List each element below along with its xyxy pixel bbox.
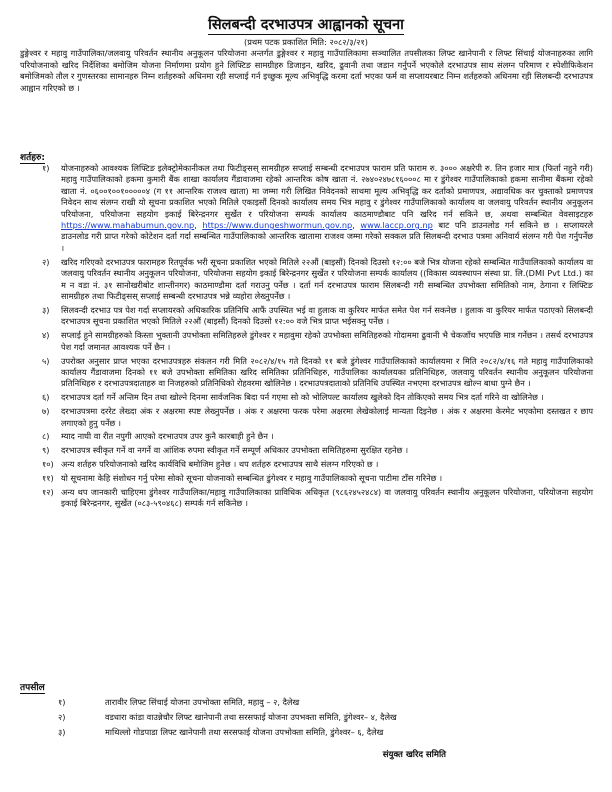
link-laccp[interactable]: www.laccp.org.np [360,220,433,231]
annex-item: २) वडधारा कांडा वाउन्नेचौर लिफ्ट खानेपानी तथा सरसफाई योजना उपभक्ता समिति, डुंगेश्वर– ४, दैलेख [58,712,397,722]
notice-title: सिलबन्दी दरभाउपत्र आह्वानको सूचना [208,17,404,33]
condition-item: १०) अन्य शर्तहरु परियोजनाको खरिद कार्यविधि बमोजिम हुनेछ । थप शर्तहरु दरभाउपत्र साथै संलग्न गरिएको छ । [42,459,379,470]
link-dungeshwor[interactable]: https://www.dungeshwormun.gov.np [202,220,353,231]
annex-item: १) तारावीर लिफ्ट सिंचाई योजना उपभोक्ता समिति, महावु – २, दैलेख [58,697,300,707]
condition-item: ११) यो सूचनामा केहि संशोधन गर्नु परेमा सोको सूचना योजनाको सम्बन्धित डुंगेश्वर र महावु गाउँपालिकाको सूचना पाटीमा टाँस गरिनेछ । [42,473,443,484]
condition-item: ७) दरभाउपत्रमा दररेट लेख्दा अंक र अक्षरमा स्पष्ट लेख्नुपर्नेछ । अंक र अक्षरमा फरक परेमा अक्षरमा लेखेकोलाई मान्यता दिइनेछ । अंक र अक्षरमा केरमेट भएकोमा दस्तखत र छाप लगाएको हुनु पर्नेछ । [42,406,593,428]
publication-date: (प्रथम पटक प्रकाशित मिति: २०८२/३/२१) [244,37,368,47]
link-mahabu[interactable]: https://www.mahabumun.gov.np [61,220,195,231]
condition-item: ९) दरभाउपत्र स्वीकृत गर्ने वा नगर्ने वा आंशिक रुपमा स्वीकृत गर्ने सम्पूर्ण अधिकार उपभोक्ता समितिहरुमा सुरक्षित रहनेछ । [42,445,409,456]
condition-item: ३) सिलवन्दी दरभाउ पत्र पेश गर्दा सप्लायरको अधिकारिक प्रतिनिधि आफैं उपस्थित भई वा हुलाक वा कुरियर मार्फत समेत पेश गर्न सकनेछ । हुलाक वा कुरियर मार्फत पठाएको सिलबन्दी दरभाउपत्र सूचना प्रकाशित भएको मितिले २२औं (बाइसौं) दिनको दिउसो १२:०० वजे भित्र प्राप्त भईसक्नु पर्नेछ । [42,304,593,327]
condition-item: ६) दरभाउपत्र दर्ता गर्ने अन्तिम दिन तथा खोल्ने दिनमा सार्वजनिक बिदा पर्न गएमा सो को भोलिपल्ट कार्यालय खुलेको दिन तोकिएको समय भित्र दर्ता गरिने वा खोलिनेछ । [42,392,544,403]
conditions-heading: शर्तहरु: [20,153,46,163]
condition-item: १२) अन्य थप जानकारी चाहिएमा डुंगेश्वर गाउँपालिका/महावु गाउँपालिकाका प्राविधिक अधिकृत (९८६२४५२४८४) वा जलवायु परिवर्तन स्थानीय अनुकूलन परियोजना, परियोजना सहयोग इकाई बिरेन्द्रनगर, सुर्खेत (०८३-५९०४६८) सम्पर्क गर्न सकिनेछ । [42,487,593,509]
intro-paragraph: डुङ्गेश्वर र महावु गाउँपालिका/जलवायु परिवर्तन स्थानीय अनुकूलन परियोजना अन्तर्गत डुङ्गेश्वर र महावु गाउँपालिकामा सञ्चालित तपसीलका लिफ्ट खानेपानी र लिफ्ट सिंचाई योजनाहरुका लागि परियोजनाको खरिद निर्देशिका बमोजिम योजना निर्माणमा प्रयोग हुने लिफ्टिङ सामग्रीहरु डिजाइन, खरिद, ढुवानी तथा जडान गर्नुपर्ने भएकोले दरभाउपत्र साथ संलग्न परिमाण र स्पेशीफिकेशन बमोजिमको तौल र गुणस्तरका सामानहरु निम्न शर्तहरुको अधिनमा रही सप्लाई गर्न इच्छुक मूल्य अभिवृद्धि करमा दर्ता भएका फर्म वा सप्लायरबाट निम्न शर्तहरुको अधिनमा रही सिलबन्दी दरभाउपत्र आह्वान गरिएको छ । [20,48,593,93]
condition-item: ८) म्याद नाघी वा रीत नपुगी आएको दरभाउपत्र उपर कुनै कारबाही हुने छैन । [42,431,274,442]
annex-list [20,695,593,740]
annex-item: ३) माथिल्लो गोडपाडा लिफ्ट खानेपानी तथा सरसफाई योजना उपभोक्ता समिति, डुंगेश्वर– ६, दैलेख [58,727,384,737]
condition-item: ५) उपरोक्त अनुसार प्राप्त भएका दरभाउपत्रहरु संकलन गरी मिति २०८२/४/१५ गते दिनको ११ बजे डुंगेश्वर गाउँपालिकाको कार्यालयमा र मिति २०८२/४/१६ गते महावु गाउँपालिकाको कार्यालय गैंडावाजमा दिनको ११ बजे उपभोक्ता समितिका खरिद समितिका प्रतिनिधिहरु, गाउँपालिका कार्यालयका प्रतिनिधिहरु, जलवायु परिवर्तन स्थानीय अनुकूलन परियोजना प्रतिनिधिहरु र दरभाउपत्रदाताहरु वा निजहरुको प्रतिनिधिको रोहवरमा खोलिनेछ । दरभाउपत्रदाताको प्रतिनिधि उपस्थित नभएमा दरभाउपत्र खोल्न बाधा पुग्ने छैन । [42,355,593,389]
condition-item: ४) सप्लाई हुने सामग्रीहरुको किस्ता भुक्तानी उपभोक्ता समितिहरुले डुंगेश्वर र महावुमा रहेको उपभोक्ता समितिहरुको गोदाममा ढुवानी भै चेकजाँच भएपछि मात्र गर्नेछन । तसर्थ दरभाउपत्र पेश गर्दा जमानत आवश्यक पर्ने छैन । [42,330,593,352]
signature-committee: संयुक्त खरिद समिति [382,750,446,760]
condition-item: १) योजनाहरुको आवश्यक लिफ्टिङ इलेक्ट्रोमेकानीकल तथा फिटीङ्सस् सामग्रीहरु सप्लाई सम्बन्धी दरभाउपत्र फाराम प्रति फाराम रु. ३००० अक्षरेपी रु. तिन हजार मात्र (फिर्ता नहुने गरी) महावु गाउँपालिकाको हकमा कुमारी बैंक शाखा कार्यालय गैंडावाजमा रहेको आन्तरिक कोष खाता नं. २७४०२४७८१६०००८ मा र डुंगेश्वर गाउँपालिकाको हकमा सानीमा बैंकमा रहेको खाता नं. ०६००१००१०००००४ (ग ११ आन्तरिक राजश्व खाता) मा जम्मा गरी लिखित निवेदनको साथमा मूल्य अभिवृद्धि कर दर्ताको प्रमाणपत्र, अद्यावधिक कर चुक्ताको प्रमाणपत्र निवेदन साथ संलग्न राखी यो सूचना प्रकाशित भएको मितिले एकाइसौं दिनको कार्यालय समय भित्र महावु र डुंगेश्वर गाउँपालिकाको कार्यालय वा जलवायु परिवर्तन स्थानीय अनुकूलन परियोजना, परियोजना सहयोग इकाई बिरेन्द्रनगर सुर्खेत र परियोजना सम्पर्क कार्यालय काठमाण्डौबाट पनि खरिद गर्न सकिने छ, अथवा सम्बन्धित वेवसाइटहरु https://www.mahabumun.gov.np, https://www.dungeshwormun.gov.np, www.laccp.org.np बाट पनि डाउनलोड गर्न सकिने छ । सप्लायरले डाउनलोड गरी प्राप्त गरेको कोटेशन दर्ता गर्दा सम्बन्धित गाउँपालिकाको आन्तरिक खातामा राजश्व जम्मा गरेको सक्कल प्रति सिलबन्दी दरभाउ पत्रमा अनिवार्य संलग्न गरी पेश गर्नुपर्नेछ । [42,163,593,253]
conditions-list [20,163,593,512]
condition-item: २) खरिद गरिएको दरभाउपत्र फारामहरु रितपूर्वक भरी सूचना प्रकाशित भएको मितिले २२औं (बाइसौं) दिनको दिउसो १२:०० बजे भित्र योजना रहेको सम्बन्धित गाउँपालिकाको कार्यालय वा जलवायु परिवर्तन स्थानीय अनुकूलन परियोजना, परियोजना सहयोग इकाई बिरेन्द्रनगर सुर्खेत र परियोजना सम्पर्क कार्यालय ((विकास व्यवस्थापन संस्था प्रा. लि.(DMI Pvt Ltd.) का म न वडा नं. ३१ सानोखरीबोट शान्तीनगर) काठमाण्डौमा दर्ता गराउनु पर्नेछ । दर्ता गर्न दरभाउपत्र फाराम सिलबन्दी गरी सम्बन्धित उपभोक्ता समितिको नाम, ठेगाना र लिफ्टिङ सामग्रीहरु तथा फिटीङ्सस् सप्लाई सम्बन्धी दरभाउपत्र भन्ने व्यहोरा लेख्नुपर्नेछ । [42,256,593,301]
annex-heading: तपसील [20,683,45,693]
